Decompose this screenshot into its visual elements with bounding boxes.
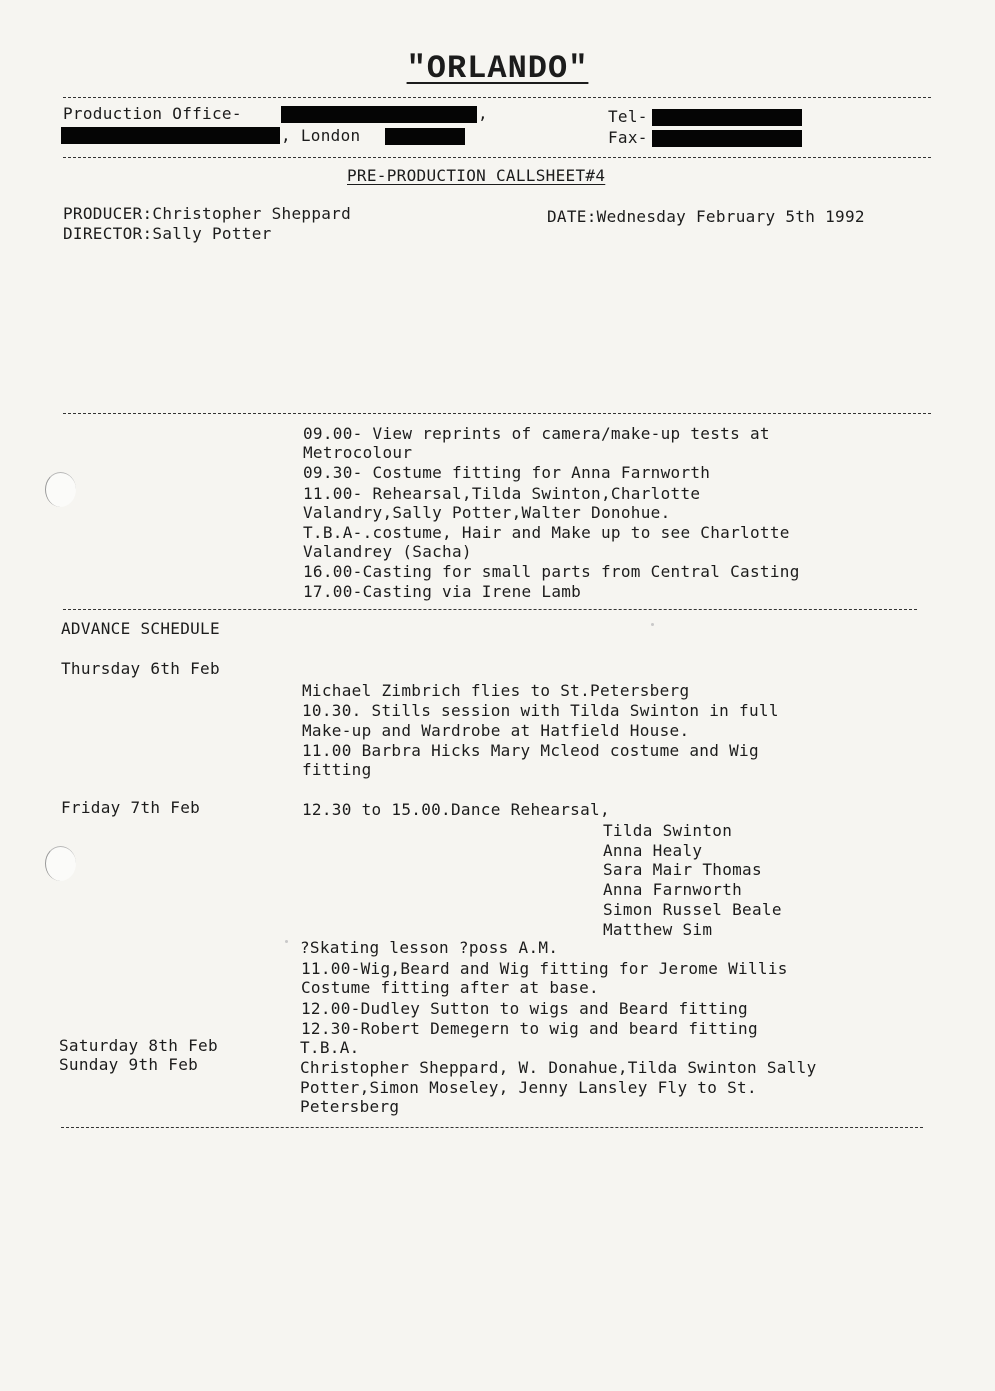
schedule-line: T.B.A. — [300, 1038, 360, 1057]
day-label-thursday: Thursday 6th Feb — [61, 659, 220, 678]
schedule-line: Michael Zimbrich flies to St.Petersberg — [302, 681, 690, 700]
cast-member: Tilda Swinton — [603, 821, 733, 840]
schedule-line: Petersberg — [300, 1097, 400, 1116]
day-label-saturday: Saturday 8th Feb — [59, 1036, 218, 1055]
schedule-line: 12.00-Dudley Sutton to wigs and Beard fitting — [301, 999, 748, 1018]
cast-member: Sara Mair Thomas — [603, 860, 762, 879]
redacted-address — [281, 106, 477, 123]
paper-speck — [651, 623, 654, 626]
director-line: DIRECTOR:Sally Potter — [63, 224, 272, 243]
schedule-line: 09.00- View reprints of camera/make-up tests at — [303, 424, 770, 443]
schedule-line: ?Skating lesson ?poss A.M. — [300, 938, 559, 957]
schedule-line: 09.30- Costume fitting for Anna Farnworth — [303, 463, 711, 482]
london-label: , London — [281, 126, 361, 145]
divider — [63, 609, 917, 610]
day-label-friday: Friday 7th Feb — [61, 798, 201, 817]
office-label: Production Office- — [63, 104, 242, 123]
cast-member: Simon Russel Beale — [603, 900, 782, 919]
schedule-line: Metrocolour — [303, 443, 413, 462]
producer-line: PRODUCER:Christopher Sheppard — [63, 204, 352, 223]
punch-hole — [45, 846, 76, 881]
schedule-line: 12.30-Robert Demegern to wig and beard fitting — [301, 1019, 758, 1038]
divider — [61, 1127, 923, 1128]
divider — [63, 413, 931, 414]
schedule-line: 16.00-Casting for small parts from Central Casting — [303, 562, 800, 581]
cast-member: Matthew Sim — [603, 920, 713, 939]
schedule-line: Costume fitting after at base. — [301, 978, 599, 997]
advance-heading: ADVANCE SCHEDULE — [61, 619, 220, 638]
schedule-line: Potter,Simon Moseley, Jenny Lansley Fly to St. — [300, 1078, 757, 1097]
divider — [63, 157, 931, 158]
redacted-tel — [652, 109, 802, 126]
schedule-line: 11.00-Wig,Beard and Wig fitting for Jerome Willis — [301, 959, 788, 978]
cast-member: Anna Healy — [603, 841, 703, 860]
document-title: "ORLANDO" — [406, 50, 589, 87]
schedule-line: 10.30. Stills session with Tilda Swinton in full — [302, 701, 779, 720]
callsheet-heading: PRE-PRODUCTION CALLSHEET#4 — [347, 166, 606, 185]
schedule-line: Valandry,Sally Potter,Walter Donohue. — [303, 503, 671, 522]
redacted-street — [61, 127, 280, 144]
schedule-line: 11.00- Rehearsal,Tilda Swinton,Charlotte — [303, 484, 701, 503]
redacted-postcode — [385, 128, 465, 145]
schedule-line: 11.00 Barbra Hicks Mary Mcleod costume and Wig — [302, 741, 759, 760]
date-line: DATE:Wednesday February 5th 1992 — [547, 207, 865, 226]
schedule-line: Valandrey (Sacha) — [303, 542, 472, 561]
punch-hole — [45, 472, 76, 507]
schedule-line: Christopher Sheppard, W. Donahue,Tilda Swinton Sally — [300, 1058, 817, 1077]
schedule-line: 17.00-Casting via Irene Lamb — [303, 582, 582, 601]
redacted-fax — [652, 130, 802, 147]
fax-label: Fax- — [608, 128, 648, 147]
paper-speck — [285, 940, 288, 943]
schedule-line: fitting — [302, 760, 372, 779]
day-label-sunday: Sunday 9th Feb — [59, 1055, 199, 1074]
office-comma: , — [478, 104, 488, 123]
schedule-line: T.B.A-.costume, Hair and Make up to see Charlotte — [303, 523, 790, 542]
schedule-line: Make-up and Wardrobe at Hatfield House. — [302, 721, 690, 740]
schedule-line: 12.30 to 15.00.Dance Rehearsal, — [302, 800, 610, 819]
divider — [63, 97, 931, 98]
cast-member: Anna Farnworth — [603, 880, 743, 899]
tel-label: Tel- — [608, 107, 648, 126]
